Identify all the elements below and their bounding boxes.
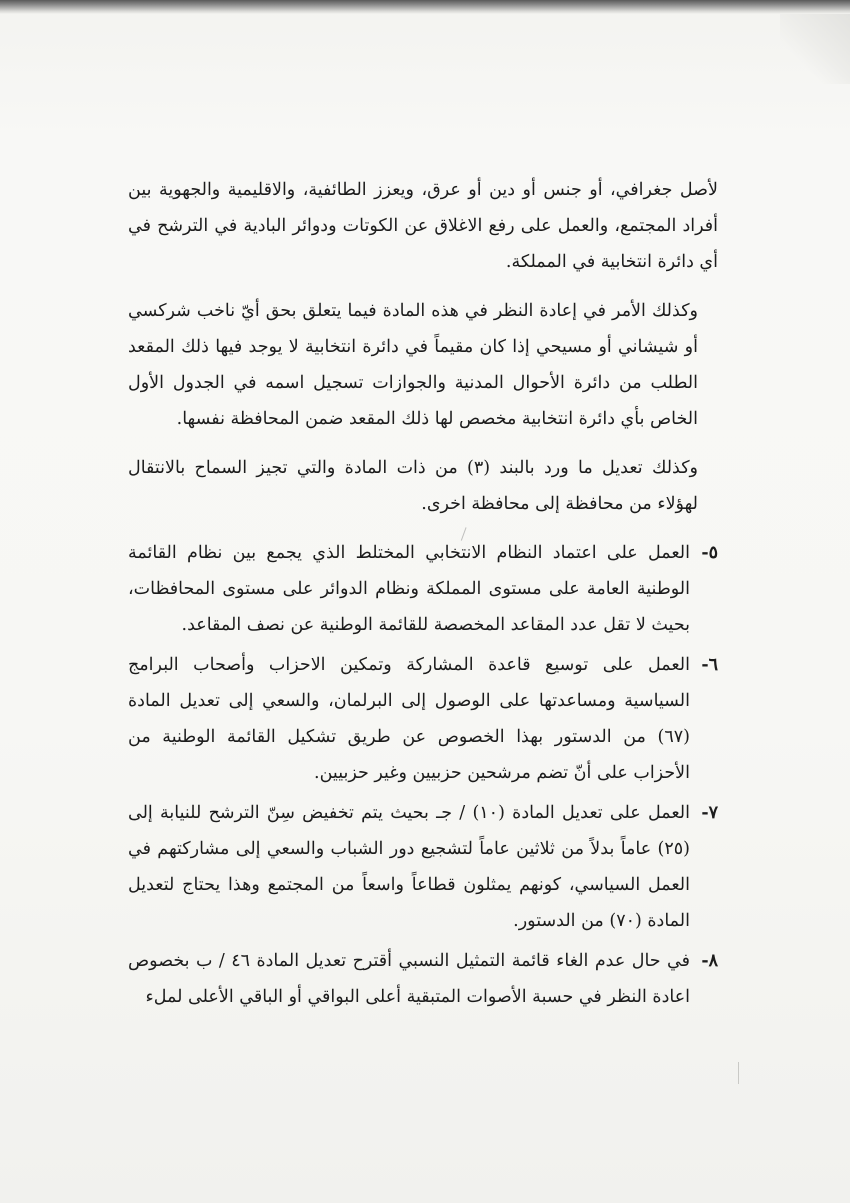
list-item-text: في حال عدم الغاء قائمة التمثيل النسبي أقترح تعديل المادة ٤٦ / ب بخصوص اعادة النظر في حسبة الأصوات المتبقية أعلى البواقي أو الباقي الأعلى لملء — [128, 951, 690, 1007]
list-number: ٨- — [701, 951, 718, 971]
paragraph-1: لأصل جغرافي، أو جنس أو دين أو عرق، ويعزز الطائفية، والاقليمية والجهوية بين أفراد المجتمع، والعمل على رفع الاغلاق عن الكوتات ودوائر البادية في الترشح في أي دائرة انتخابية في المملكة. — [128, 180, 718, 272]
list-item-8 — [128, 943, 718, 1015]
list-number: ٥- — [701, 543, 718, 563]
scan-top-edge — [0, 0, 850, 14]
list-number: ٧- — [701, 803, 718, 823]
list-item-text: العمل على اعتماد النظام الانتخابي المختلط الذي يجمع بين نظام القائمة الوطنية العامة على مستوى المملكة ونظام الدوائر على مستوى المحافظات، بحيث لا تقل عدد المقاعد المخصصة للقائمة الوطنية عن نصف المقاعد. — [128, 543, 690, 635]
list-item-6 — [128, 647, 718, 791]
list-item-text: العمل على تعديل المادة (١٠) / جـ بحيث يتم تخفيض سِنّ الترشح للنيابة إلى (٢٥) عاماً بدلاً من ثلاثين عاماً لتشجيع دور الشباب والسعي إلى مشاركتهم في العمل السياسي، كونهم يمثلون قطاعاً واسعاً من المجتمع وهذا يحتاج لتعديل المادة (٧٠) من الدستور. — [128, 803, 691, 931]
paragraph-2: وكذلك الأمر في إعادة النظر في هذه المادة فيما يتعلق بحق أيّ ناخب شركسي أو شيشاني أو مسيحي إذا كان مقيماً في دائرة انتخابية لا يوجد فيها ذلك المقعد الطلب من دائرة الأحوال المدنية والجوازات تسجيل اسمه في الجدول الأول الخاص بأي دائرة انتخابية مخصص لها ذلك المقعد ضمن المحافظة نفسها. — [128, 301, 698, 429]
list-number: ٦- — [701, 655, 718, 675]
list-item-text: العمل على توسيع قاعدة المشاركة وتمكين الاحزاب وأصحاب البرامج السياسية ومساعدتها على الوصول إلى البرلمان، والسعي إلى تعديل المادة (٦٧) من الدستور بهذا الخصوص عن طريق تشكيل القائمة الوطنية من الأحزاب على أنّ تضم مرشحين حزبيين وغير حزبيين. — [128, 655, 690, 783]
scan-artifact — [738, 1062, 739, 1084]
page-corner-shade — [780, 14, 850, 84]
numbered-list — [128, 535, 718, 1015]
list-item-5 — [128, 535, 718, 643]
paragraph-3: وكذلك تعديل ما ورد بالبند (٣) من ذات المادة والتي تجيز السماح بالانتقال لهؤلاء من محافظة إلى محافظة اخرى. — [128, 458, 698, 514]
list-item-7 — [128, 795, 718, 939]
document-body — [128, 172, 718, 1019]
